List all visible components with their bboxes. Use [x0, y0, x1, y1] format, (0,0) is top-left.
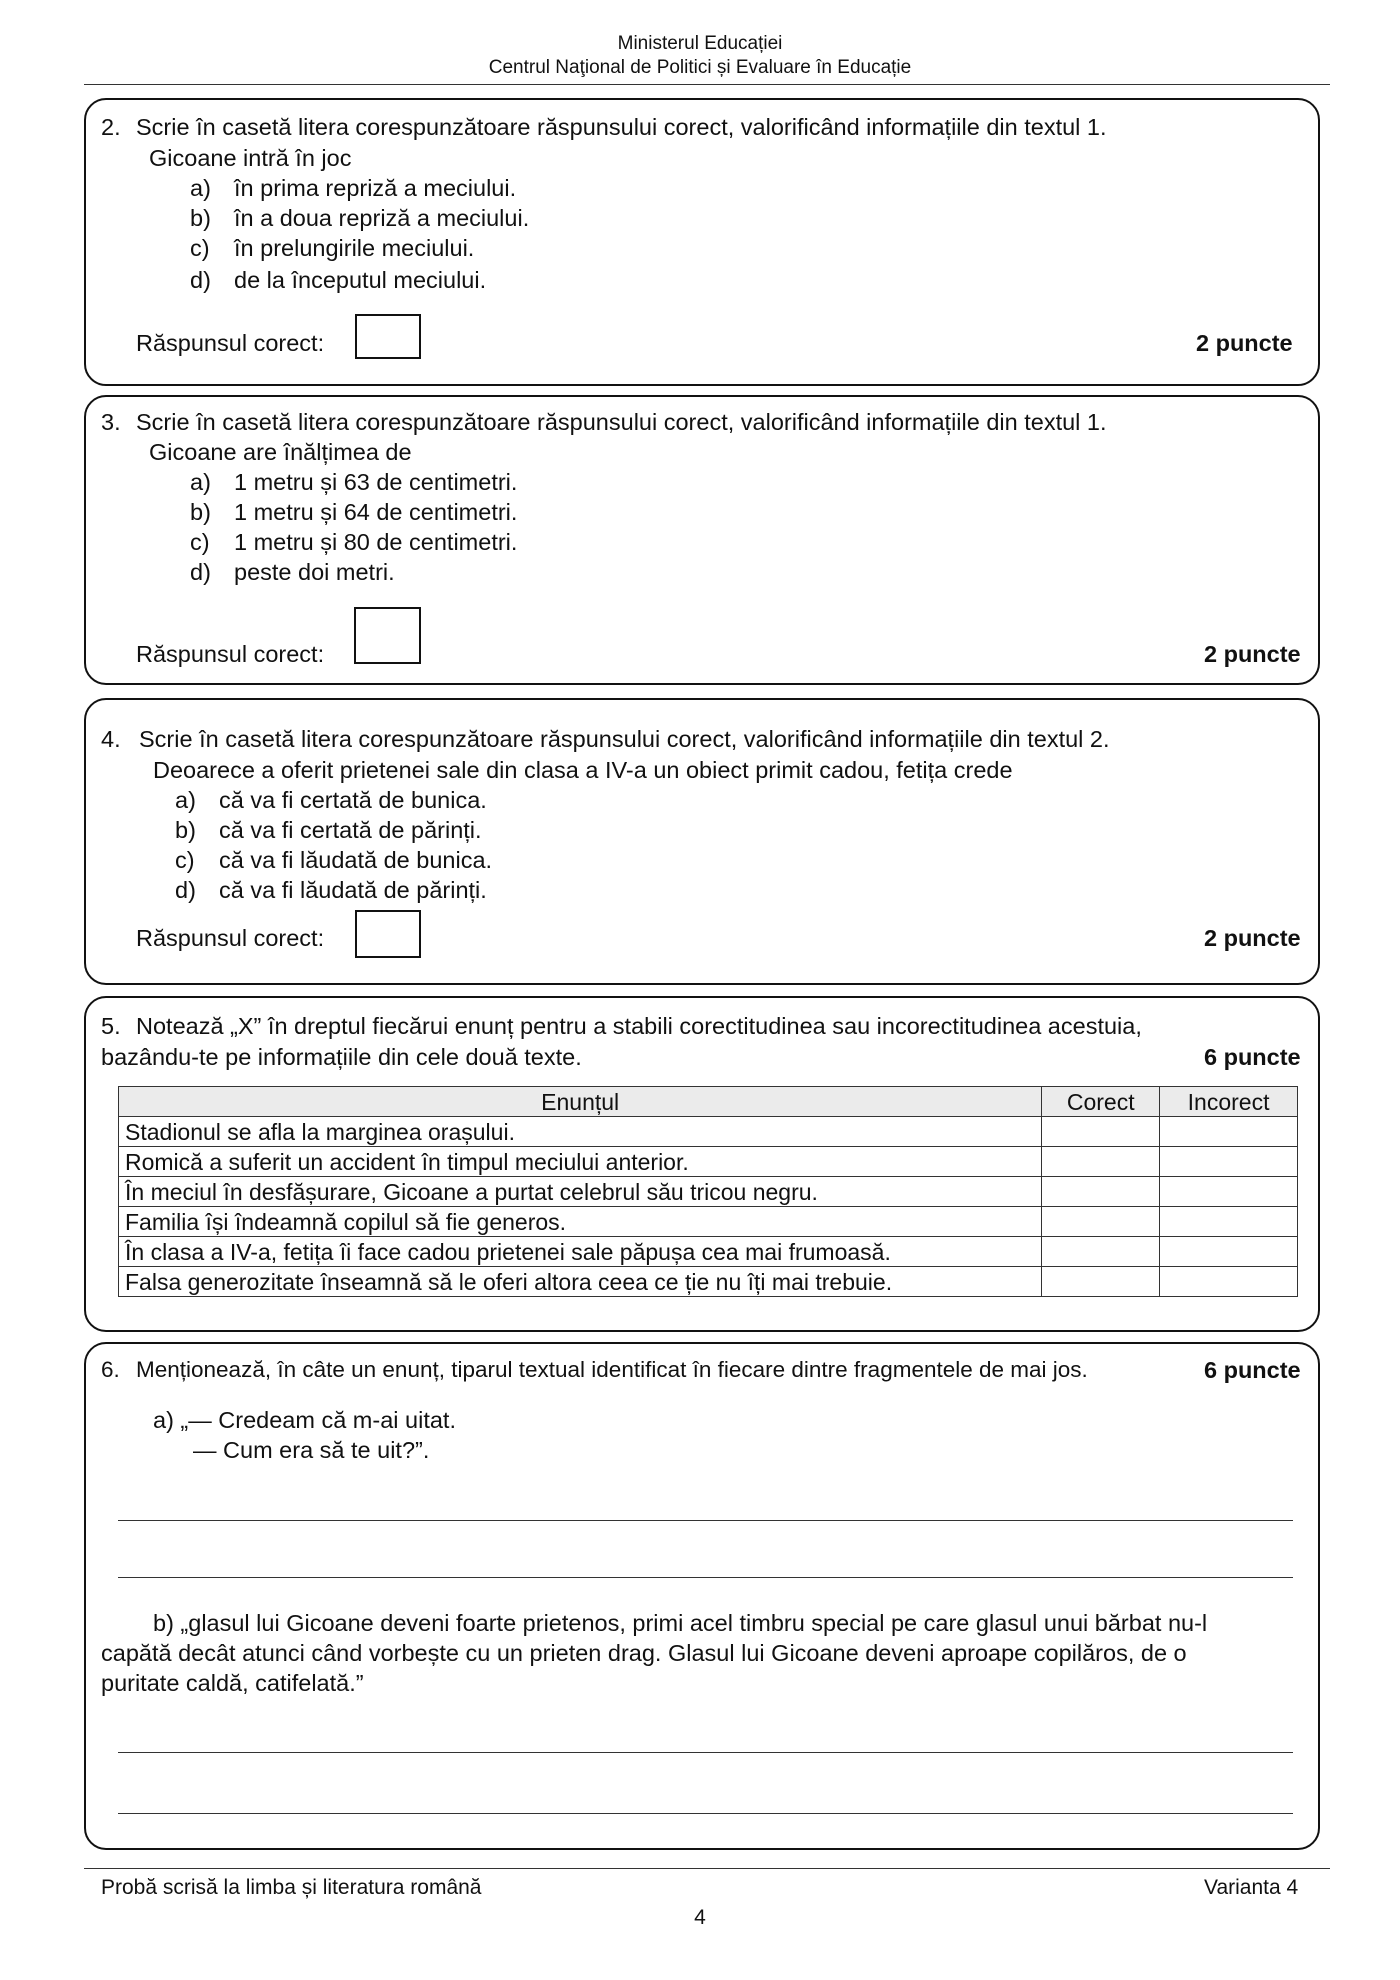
question-3-number: 3. [101, 409, 121, 435]
true-false-table [118, 1086, 1298, 1297]
q2-option-d: de la începutul meciului. [234, 267, 487, 293]
column-header-statement: Enunțul [119, 1087, 1042, 1117]
question-4-prompt: Scrie în casetă litera corespunzătoare răspunsului corect, valorificând informațiile din textul 2. [139, 726, 1110, 752]
question-6-prompt: Menționează, în câte un enunț, tiparul textual identificat în fiecare dintre fragmentele de mai jos. [136, 1357, 1088, 1382]
q4-option-letter: c) [175, 847, 195, 873]
q4-option-d: că va fi lăudată de părinți. [219, 877, 487, 903]
answer-line[interactable] [118, 1813, 1293, 1814]
table-row [119, 1147, 1298, 1177]
q2-option-b: în a doua repriză a meciului. [234, 205, 530, 231]
footer-subject: Probă scrisă la limba și literatura română [101, 1876, 482, 1899]
footer-variant: Varianta 4 [1204, 1876, 1299, 1899]
table-row [119, 1267, 1298, 1297]
q4-option-letter: a) [175, 787, 196, 813]
incorrect-cell[interactable] [1160, 1117, 1298, 1147]
q6-fragment-b-line3: puritate caldă, catifelată.” [101, 1670, 364, 1696]
q4-option-a: că va fi certată de bunica. [219, 787, 487, 813]
q3-option-letter: a) [190, 469, 211, 495]
ministry-name: Ministerul Educației [617, 33, 783, 54]
q3-option-letter: b) [190, 499, 211, 525]
q3-option-d: peste doi metri. [234, 559, 395, 585]
q3-option-letter: c) [190, 529, 210, 555]
correct-cell[interactable] [1042, 1147, 1160, 1177]
q2-option-c: în prelungirile meciului. [234, 235, 475, 261]
q2-option-letter: a) [190, 175, 211, 201]
q3-option-a: 1 metru și 63 de centimetri. [234, 469, 518, 495]
incorrect-cell[interactable] [1160, 1267, 1298, 1297]
q5-points: 6 puncte [1204, 1044, 1301, 1070]
answer-line[interactable] [118, 1752, 1293, 1753]
q4-option-b: că va fi certată de părinți. [219, 817, 482, 843]
statement-cell: Romică a suferit un accident în timpul meciului anterior. [119, 1147, 1042, 1177]
q6-fragment-a-line1: a) „— Credeam că m-ai uitat. [153, 1407, 456, 1433]
incorrect-cell[interactable] [1160, 1207, 1298, 1237]
incorrect-cell[interactable] [1160, 1147, 1298, 1177]
table-row [119, 1237, 1298, 1267]
question-2-prompt: Scrie în casetă litera corespunzătoare răspunsului corect, valorificând informațiile din textul 1. [136, 114, 1107, 140]
q2-answer-box[interactable] [355, 314, 421, 359]
statement-cell: Stadionul se afla la marginea orașului. [119, 1117, 1042, 1147]
page-header [0, 32, 1400, 80]
q3-answer-box[interactable] [354, 607, 421, 664]
question-2-number: 2. [101, 114, 121, 140]
page-number: 4 [694, 1906, 706, 1929]
q2-answer-label: Răspunsul corect: [136, 330, 325, 356]
table-row [119, 1177, 1298, 1207]
q4-answer-box[interactable] [355, 910, 421, 958]
correct-cell[interactable] [1042, 1267, 1160, 1297]
statement-cell: În clasa a IV-a, fetița îi face cadou prietenei sale păpușa cea mai frumoasă. [119, 1237, 1042, 1267]
incorrect-cell[interactable] [1160, 1177, 1298, 1207]
q6-fragment-b-line2: capătă decât atunci când vorbește cu un prieten drag. Glasul lui Gicoane deveni aproape copilăros, de o [101, 1640, 1187, 1666]
q3-option-c: 1 metru și 80 de centimetri. [234, 529, 518, 555]
q4-option-letter: d) [175, 877, 196, 903]
question-5-number: 5. [101, 1013, 121, 1039]
q2-points: 2 puncte [1196, 330, 1293, 356]
question-2-stem: Gicoane intră în joc [149, 145, 352, 171]
incorrect-cell[interactable] [1160, 1237, 1298, 1267]
column-header-correct: Corect [1042, 1087, 1160, 1117]
column-header-incorrect: Incorect [1160, 1087, 1298, 1117]
statement-cell: Falsa generozitate înseamnă să le oferi altora ceea ce ție nu îți mai trebuie. [119, 1267, 1042, 1297]
question-3-prompt: Scrie în casetă litera corespunzătoare răspunsului corect, valorificând informațiile din textul 1. [136, 409, 1107, 435]
q6-fragment-b-line1: b) „glasul lui Gicoane deveni foarte prietenos, primi acel timbru special pe care glasul unui bărbat nu-l [153, 1610, 1208, 1636]
statement-cell: În meciul în desfășurare, Gicoane a purtat celebrul său tricou negru. [119, 1177, 1042, 1207]
statement-cell: Familia își îndeamnă copilul să fie generos. [119, 1207, 1042, 1237]
q4-points: 2 puncte [1204, 925, 1301, 951]
q4-answer-label: Răspunsul corect: [136, 925, 325, 951]
table-header-row [119, 1087, 1298, 1117]
center-name: Centrul Naţional de Politici și Evaluare în Educație [488, 57, 912, 78]
q4-option-c: că va fi lăudată de bunica. [219, 847, 493, 873]
question-5-prompt-line2: bazându-te pe informațiile din cele două texte. [101, 1044, 582, 1070]
q6-points: 6 puncte [1204, 1357, 1301, 1383]
q3-answer-label: Răspunsul corect: [136, 641, 325, 667]
question-4-number: 4. [101, 726, 121, 752]
q2-option-letter: c) [190, 235, 210, 261]
q3-option-b: 1 metru și 64 de centimetri. [234, 499, 518, 525]
footer-divider [84, 1868, 1330, 1869]
q2-option-letter: b) [190, 205, 211, 231]
correct-cell[interactable] [1042, 1177, 1160, 1207]
table-row [119, 1117, 1298, 1147]
q2-option-letter: d) [190, 267, 211, 293]
question-3-stem: Gicoane are înălțimea de [149, 439, 412, 465]
q2-option-a: în prima repriză a meciului. [234, 175, 517, 201]
header-divider [84, 84, 1330, 85]
question-4-stem: Deoarece a oferit prietenei sale din clasa a IV-a un obiect primit cadou, fetița crede [153, 757, 1013, 783]
question-5-prompt-line1: Notează „X” în dreptul fiecărui enunț pentru a stabili corectitudinea sau incorectitudinea acestuia, [136, 1013, 1142, 1039]
answer-line[interactable] [118, 1577, 1293, 1578]
question-6-number: 6. [101, 1357, 120, 1382]
correct-cell[interactable] [1042, 1117, 1160, 1147]
q4-option-letter: b) [175, 817, 196, 843]
answer-line[interactable] [118, 1520, 1293, 1521]
q3-option-letter: d) [190, 559, 211, 585]
table-row [119, 1207, 1298, 1237]
q6-fragment-a-line2: — Cum era să te uit?”. [193, 1437, 430, 1463]
q3-points: 2 puncte [1204, 641, 1301, 667]
correct-cell[interactable] [1042, 1237, 1160, 1267]
correct-cell[interactable] [1042, 1207, 1160, 1237]
